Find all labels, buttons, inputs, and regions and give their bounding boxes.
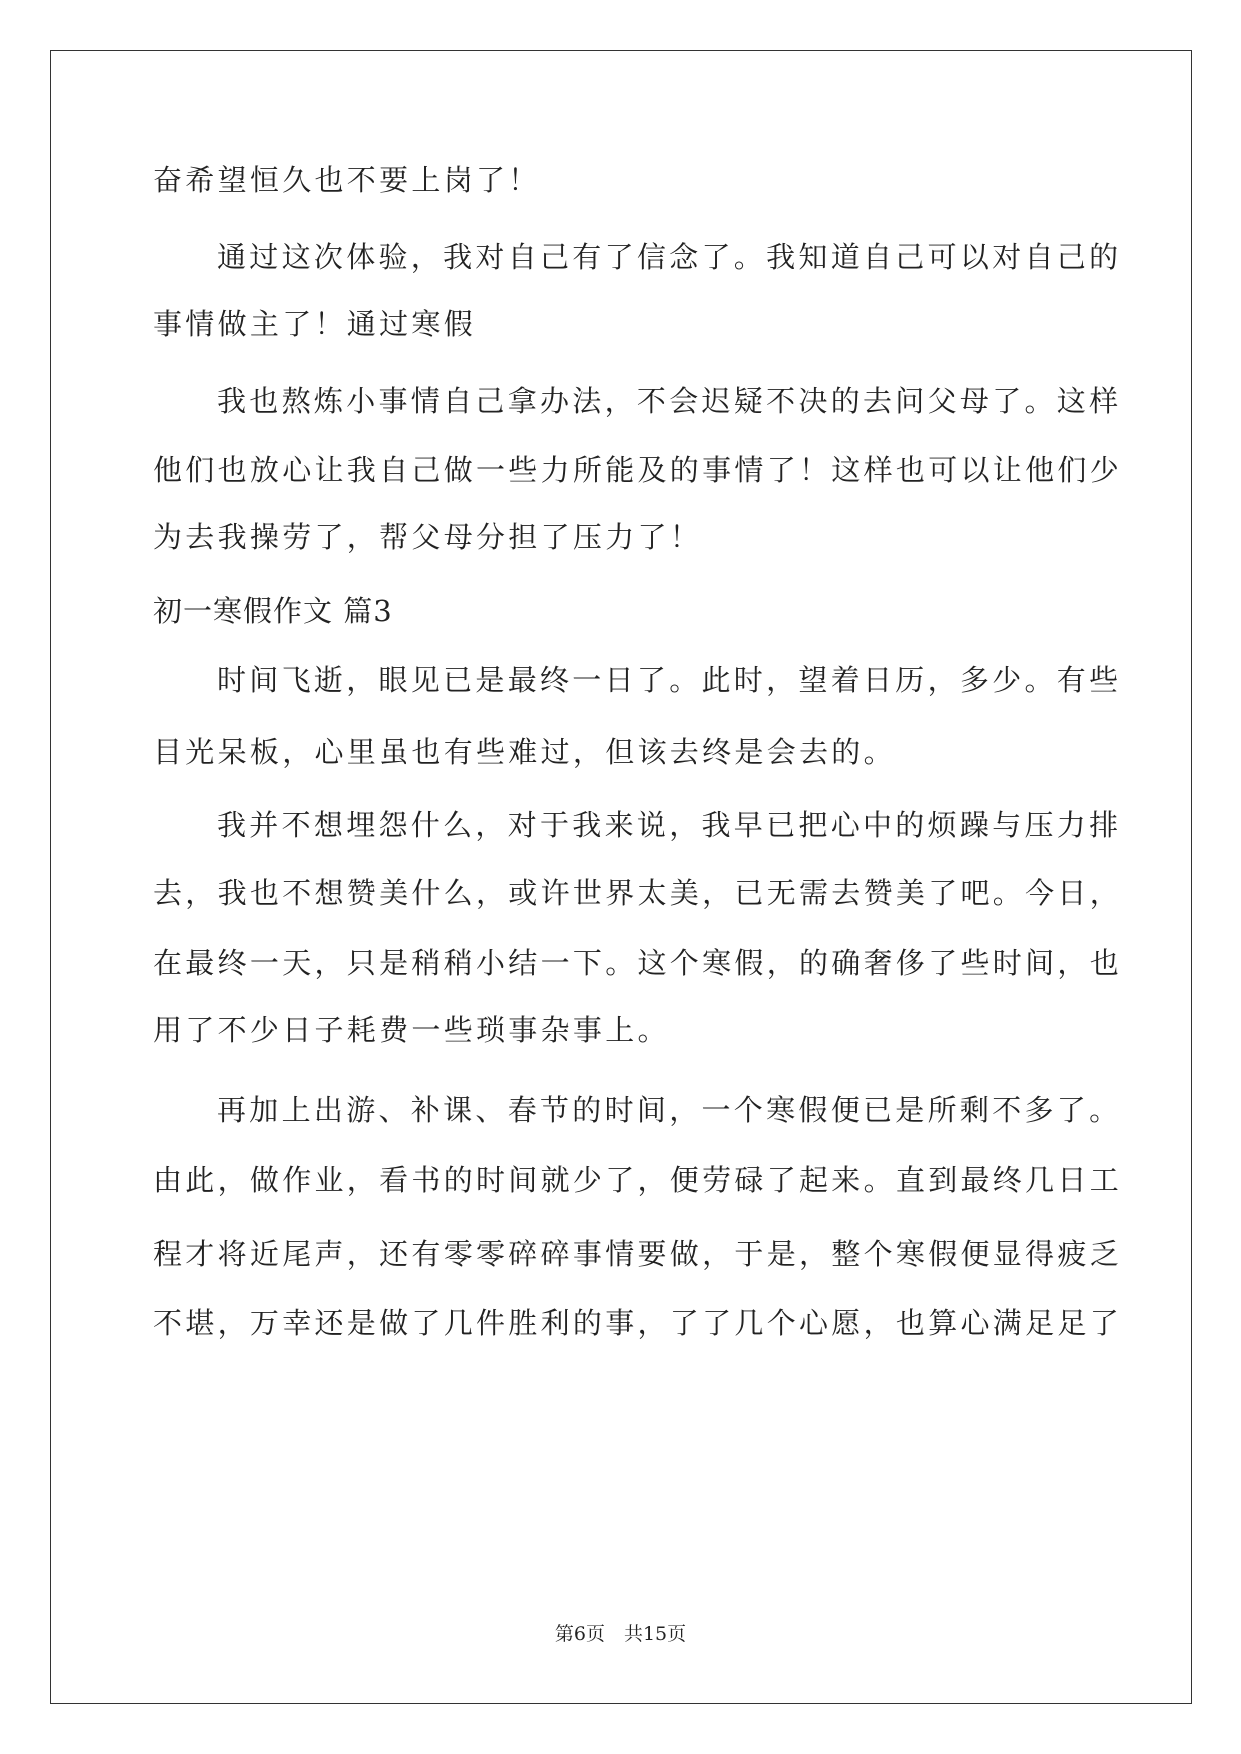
body-line: 奋希望恒久也不要上岗了！ xyxy=(153,163,541,197)
section-heading: 初一寒假作文 篇3 xyxy=(153,594,393,628)
body-line: 去，我也不想赞美什么，或许世界太美，已无需去赞美了吧。今日， xyxy=(153,876,1123,910)
paragraph-first-line: 时间飞逝，眼见已是最终一日了。此时，望着日历，多少。有些 xyxy=(217,663,1122,697)
paragraph-first-line: 我并不想埋怨什么，对于我来说，我早已把心中的烦躁与压力排 xyxy=(217,808,1122,842)
paragraph-first-line: 我也熬炼小事情自己拿办法，不会迟疑不决的去问父母了。这样 xyxy=(217,384,1122,418)
body-line: 他们也放心让我自己做一些力所能及的事情了！这样也可以让他们少 xyxy=(153,453,1123,487)
body-line: 程才将近尾声，还有零零碎碎事情要做，于是，整个寒假便显得疲乏 xyxy=(153,1237,1123,1271)
body-line: 目光呆板，心里虽也有些难过，但该去终是会去的。 xyxy=(153,735,896,769)
body-line: 由此，做作业，看书的时间就少了，便劳碌了起来。直到最终几日工 xyxy=(153,1163,1123,1197)
body-line: 为去我操劳了，帮父母分担了压力了！ xyxy=(153,520,703,554)
body-line: 用了不少日子耗费一些琐事杂事上。 xyxy=(153,1013,670,1047)
body-line: 在最终一天，只是稍稍小结一下。这个寒假，的确奢侈了些时间，也 xyxy=(153,946,1123,980)
paragraph-first-line: 再加上出游、补课、春节的时间，一个寒假便已是所剩不多了。 xyxy=(217,1093,1122,1127)
body-line: 不堪，万幸还是做了几件胜利的事，了了几个心愿，也算心满足足了 xyxy=(153,1306,1123,1340)
body-line: 事情做主了！通过寒假 xyxy=(153,307,477,341)
paragraph-first-line: 通过这次体验，我对自己有了信念了。我知道自己可以对自己的 xyxy=(217,240,1122,274)
page-number: 第6页 共15页 xyxy=(554,1623,687,1645)
